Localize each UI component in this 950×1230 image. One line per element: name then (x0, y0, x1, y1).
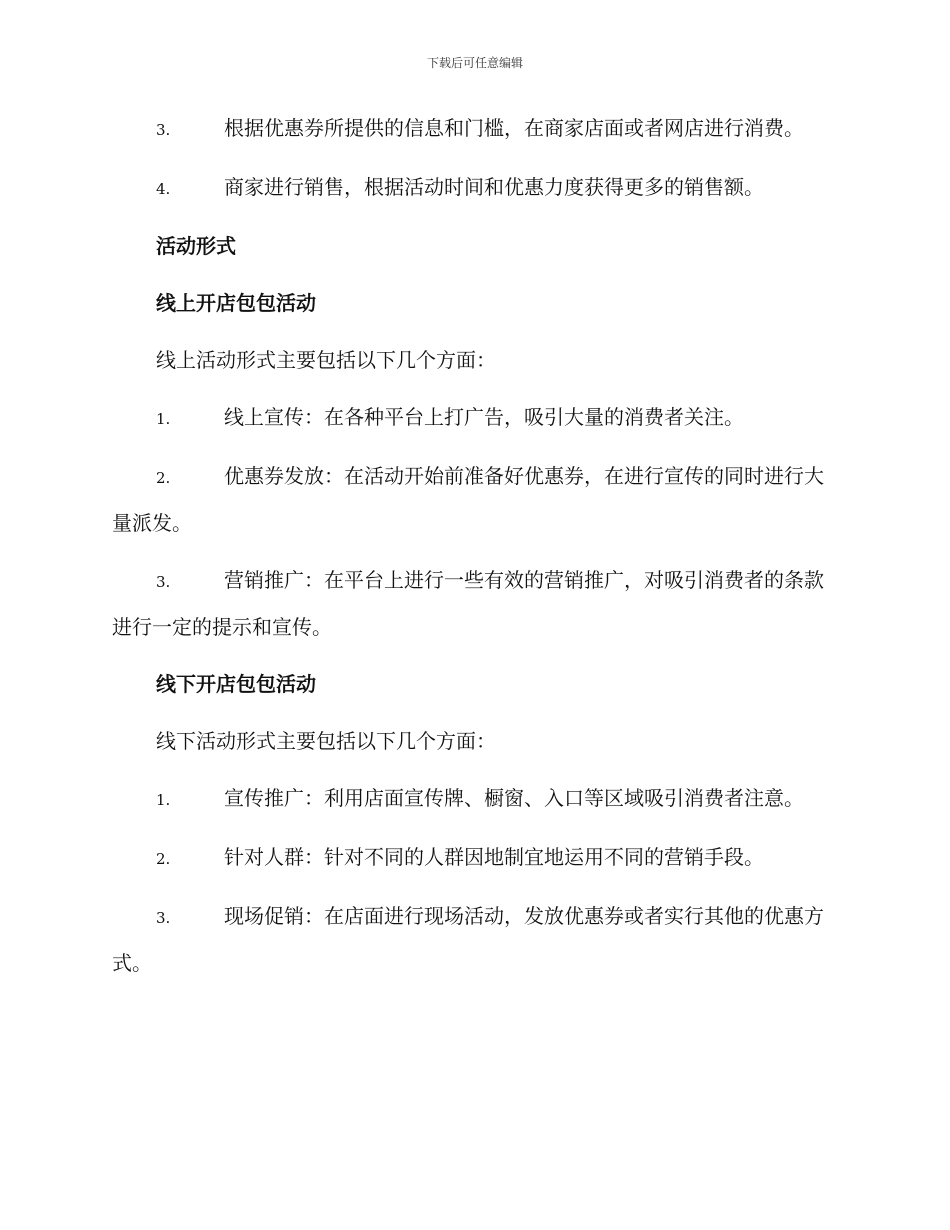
list-text: 宣传推广：利用店面宣传牌、橱窗、入口等区域吸引消费者注意。 (224, 786, 804, 810)
subsection-heading: 线上开店包包活动 (156, 291, 316, 315)
page-header: 下载后可任意编辑 (426, 56, 523, 70)
list-number: 2. (156, 850, 171, 868)
list-number: 2. (156, 469, 171, 487)
list-number: 3. (156, 573, 171, 591)
list-text: 商家进行销售，根据活动时间和优惠力度获得更多的销售额。 (224, 175, 764, 199)
list-item (112, 454, 837, 546)
list-item (112, 106, 837, 153)
list-number: 3. (156, 909, 171, 927)
list-text: 针对人群：针对不同的人群因地制宜地运用不同的营销手段。 (224, 845, 764, 869)
list-text: 营销推广：在平台上进行一些有效的营销推广，对吸引消费者的条款进行一定的提示和宣传。 (112, 568, 824, 639)
document-body (112, 106, 837, 986)
paragraph: 线下活动形式主要包括以下几个方面： (156, 729, 496, 753)
paragraph: 线上活动形式主要包括以下几个方面： (156, 348, 496, 372)
list-number: 4. (156, 180, 171, 198)
list-text: 优惠券发放：在活动开始前准备好优惠券，在进行宣传的同时进行大量派发。 (112, 464, 824, 535)
list-text: 根据优惠券所提供的信息和门槛，在商家店面或者网店进行消费。 (224, 116, 804, 140)
list-item (112, 776, 837, 823)
list-text: 线上宣传：在各种平台上打广告，吸引大量的消费者关注。 (224, 405, 744, 429)
list-item (112, 165, 837, 212)
list-number: 1. (156, 791, 171, 809)
list-item (112, 894, 837, 986)
list-item (112, 395, 837, 442)
list-number: 3. (156, 121, 171, 139)
subsection-heading: 线下开店包包活动 (156, 672, 316, 696)
list-item (112, 835, 837, 882)
list-text: 现场促销：在店面进行现场活动，发放优惠券或者实行其他的优惠方式。 (112, 904, 824, 975)
list-item (112, 558, 837, 650)
list-number: 1. (156, 410, 171, 428)
section-heading: 活动形式 (156, 234, 236, 258)
